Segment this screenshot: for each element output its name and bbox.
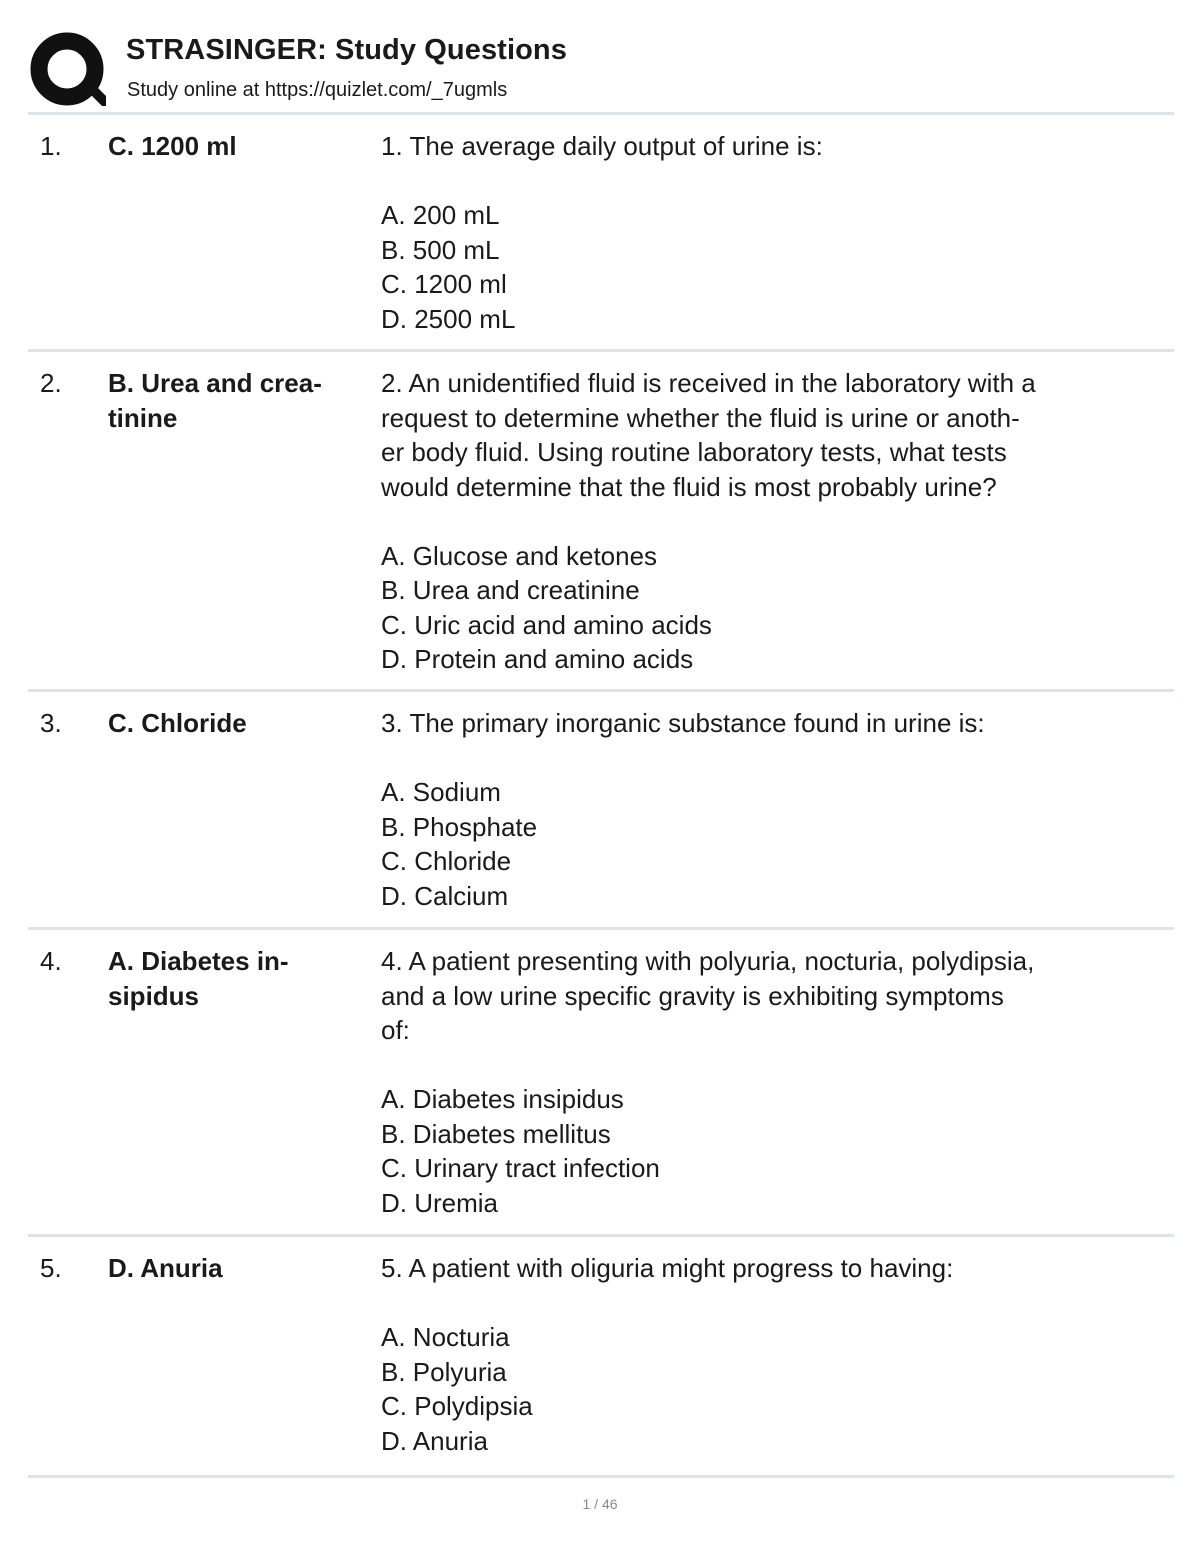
page-indicator: 1 / 46 [582, 1496, 618, 1512]
question-line: 4. A patient presenting with polyuria, nocturia, polydipsia, [381, 946, 1035, 976]
answer-line: A. Diabetes in- [108, 946, 289, 976]
question-line: er body fluid. Using routine laboratory tests, what tests [381, 437, 1007, 467]
answer-line: C. 1200 ml [108, 131, 237, 161]
answer-line: tinine [108, 402, 178, 433]
quizlet-logo-icon [30, 32, 106, 108]
card-answer [108, 944, 370, 1013]
answer-option: B. 500 mL [381, 234, 500, 265]
answer-option: B. Urea and creatinine [381, 575, 640, 605]
answer-option: A. 200 mL [381, 200, 500, 230]
card-number: 2. [40, 368, 62, 398]
card-question [381, 1251, 1171, 1458]
answer-line: B. Urea and crea- [108, 368, 322, 398]
card-number: 1. [40, 131, 62, 161]
answer-option: A. Glucose and ketones [381, 540, 658, 571]
answer-option: A. Sodium [381, 777, 501, 807]
flashcard-row [28, 349, 1174, 692]
flashcard-row [28, 689, 1174, 930]
answer-option: C. 1200 ml [381, 269, 507, 299]
question-line: would determine that the fluid is most probably urine? [381, 471, 997, 502]
flashcard-row [28, 927, 1174, 1237]
answer-option: A. Nocturia [381, 1322, 510, 1352]
question-line: request to determine whether the fluid is urine or anoth- [381, 402, 1020, 433]
flashcard-row [28, 112, 1174, 352]
question-line: 1. The average daily output of urine is: [381, 131, 823, 161]
answer-option: C. Polydipsia [381, 1391, 533, 1421]
card-number: 5. [40, 1253, 62, 1283]
card-answer [108, 366, 370, 435]
answer-option: C. Chloride [381, 846, 512, 876]
card-number: 4. [40, 946, 62, 976]
answer-option: B. Phosphate [381, 811, 538, 842]
question-line: of: [381, 1015, 410, 1045]
card-answer [108, 706, 370, 741]
question-line: 2. An unidentified fluid is received in the laboratory with a [381, 368, 1036, 398]
card-question [381, 706, 1171, 913]
card-number: 3. [40, 708, 62, 738]
card-answer [108, 1251, 370, 1286]
answer-option: C. Urinary tract infection [381, 1153, 660, 1183]
card-question [381, 366, 1171, 677]
card-question [381, 129, 1171, 336]
spacer [381, 504, 1171, 539]
question-line: 5. A patient with oliguria might progress to having: [381, 1253, 954, 1283]
question-line: 3. The primary inorganic substance found in urine is: [381, 708, 985, 738]
spacer [381, 1286, 1171, 1321]
answer-option: B. Polyuria [381, 1356, 507, 1387]
answer-option: D. Anuria [381, 1425, 488, 1456]
answer-line: sipidus [108, 980, 200, 1011]
document-title: STRASINGER: Study Questions [126, 34, 567, 66]
card-question [381, 944, 1171, 1220]
flashcard-row [28, 1234, 1174, 1478]
answer-option: D. Uremia [381, 1187, 499, 1218]
spacer [381, 1048, 1171, 1083]
spacer [381, 164, 1171, 199]
answer-line: C. Chloride [108, 708, 247, 738]
page-header [28, 28, 1174, 112]
spacer [381, 741, 1171, 776]
answer-option: D. Protein and amino acids [381, 644, 694, 674]
card-answer [108, 129, 370, 164]
question-line: and a low urine specific gravity is exhibiting symptoms [381, 980, 1004, 1011]
answer-option: D. Calcium [381, 880, 509, 911]
answer-option: D. 2500 mL [381, 303, 516, 334]
answer-option: C. Uric acid and amino acids [381, 609, 712, 640]
study-link-text: Study online at https://quizlet.com/_7ugmls [127, 79, 508, 101]
answer-option: B. Diabetes mellitus [381, 1118, 611, 1149]
answer-option: A. Diabetes insipidus [381, 1084, 624, 1114]
answer-line: D. Anuria [108, 1253, 223, 1283]
